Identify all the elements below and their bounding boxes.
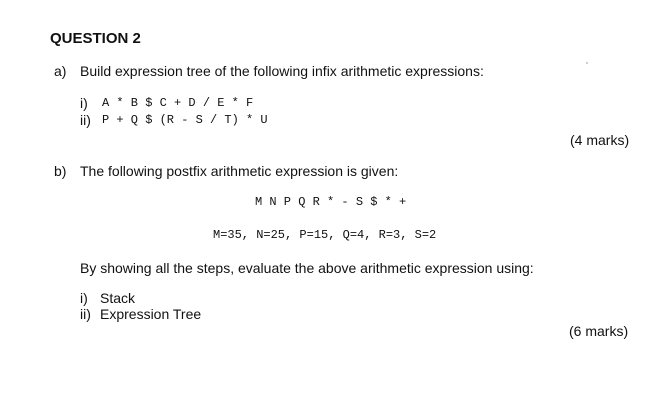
part-b-label: b) bbox=[54, 163, 67, 179]
part-b-item-2-text: Expression Tree bbox=[100, 306, 202, 322]
scan-speck bbox=[586, 62, 588, 64]
postfix-expression: M N P Q R * - S $ * + bbox=[255, 195, 407, 209]
question-title: QUESTION 2 bbox=[50, 30, 141, 47]
part-a-item-1-expr: A * B $ C + D / E * F bbox=[102, 96, 254, 110]
part-b-item-1-label: i) bbox=[80, 290, 88, 306]
part-a-text: Build expression tree of the following infix arithmetic expressions: bbox=[80, 63, 484, 79]
part-a-marks: (4 marks) bbox=[570, 132, 630, 148]
part-b-marks: (6 marks) bbox=[569, 323, 629, 339]
part-b-text: The following postfix arithmetic expression is given: bbox=[80, 163, 399, 179]
part-b-item-1-text: Stack bbox=[100, 290, 136, 306]
variable-values: M=35, N=25, P=15, Q=4, R=3, S=2 bbox=[213, 228, 437, 242]
part-b-instruction: By showing all the steps, evaluate the above arithmetic expression using: bbox=[80, 260, 534, 276]
part-a-item-1-label: i) bbox=[80, 95, 88, 111]
part-a-item-2-label: ii) bbox=[80, 112, 91, 128]
part-a-item-2-expr: P + Q $ (R - S / T) * U bbox=[102, 113, 268, 127]
part-a-label: a) bbox=[54, 63, 67, 79]
part-b-item-2-label: ii) bbox=[80, 306, 91, 322]
